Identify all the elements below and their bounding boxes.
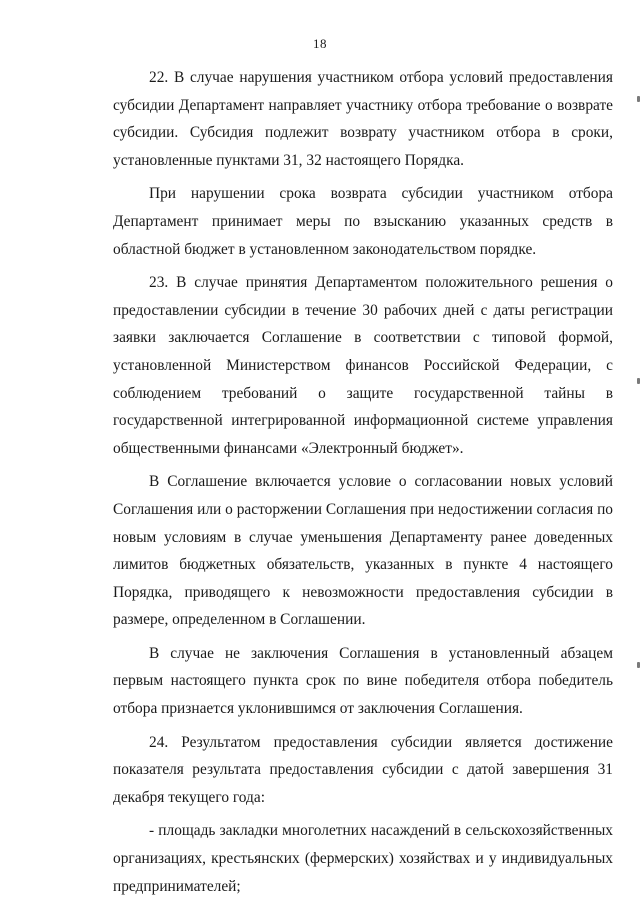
document-body xyxy=(113,64,613,906)
paragraph-24: 24. Результатом предоставления субсидии является достижение показателя результата предоставления субсидии с датой завершения 31 декабря текущего года: xyxy=(113,733,613,806)
paragraph-24-indicator: - площадь закладки многолетних насаждений в сельскохозяйственных организациях, крестьянских (фермерских) хозяйствах и у индивидуальных предпринимателей; xyxy=(113,822,613,895)
paragraph-23: 23. В случае принятия Департаментом положительного решения о предоставлении субсидии в течение 30 рабочих дней с даты регистрации заявки заключается Соглашение в соответствии с типовой формой, установленной Министерством финансов Российской Федерации, с соблюдением требований о защите государственной тайны в государственной интегрированной информационной системе управления общественными финансами «Электронный бюджет». xyxy=(113,274,613,457)
page-number: 18 xyxy=(313,36,327,51)
paragraph-23-non-conclusion: В случае не заключения Соглашения в установленный абзацем первым настоящего пункта срок по вине победителя отбора победитель отбора признается уклонившимся от заключения Соглашения. xyxy=(113,644,613,718)
paragraph-22: 22. В случае нарушения участником отбора условий предоставления субсидии Департамент направляет участнику отбора требование о возврате субсидии. Субсидия подлежит возврату участником отбора в сроки, установленные пунктами 31, 32 настоящего Порядка. xyxy=(113,69,613,169)
paragraph-23-agreement-terms: В Соглашение включается условие о согласовании новых условий Соглашения или о расторжении Соглашения при недостижении согласия по новым условиям в случае уменьшения Департаменту ранее доведенных лимитов бюджетных обязательств, указанных в пункте 4 настоящего Порядка, приводящего к невозможности предоставления субсидии в размере, определенном в Соглашении. xyxy=(113,473,613,629)
paragraph-22-refund-violation: При нарушении срока возврата субсидии участником отбора Департамент принимает меры по взысканию указанных средств в областной бюджет в установленном законодательством порядке. xyxy=(113,185,613,258)
